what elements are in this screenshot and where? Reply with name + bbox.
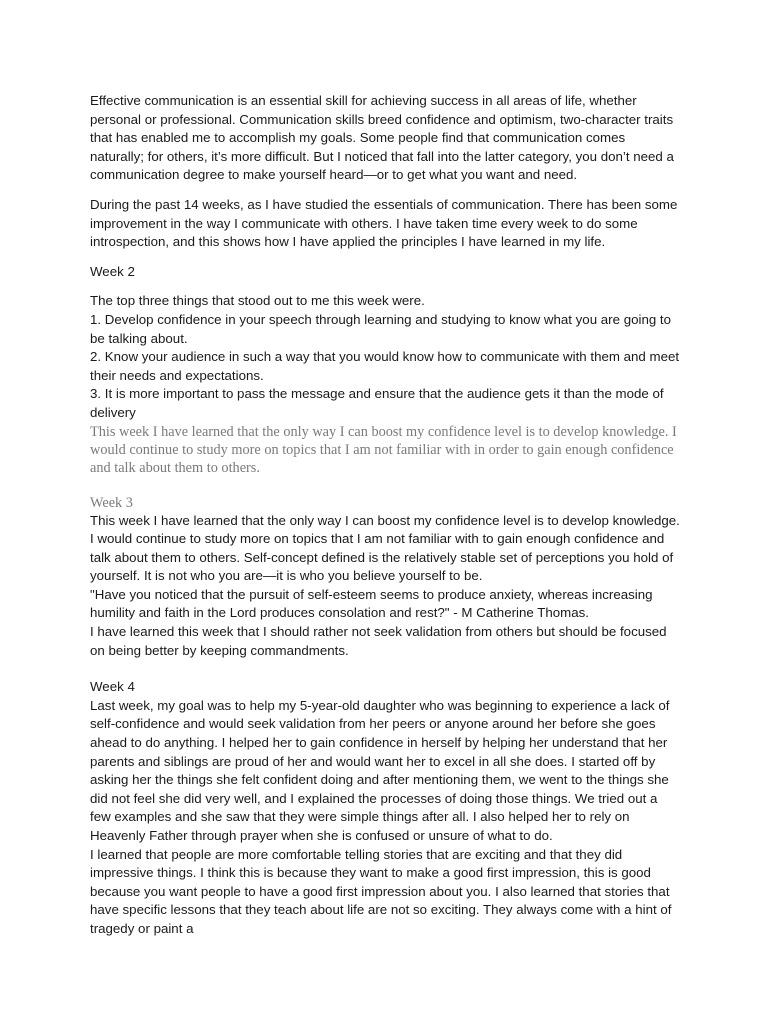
week-2-heading: Week 2	[90, 263, 135, 279]
week-3-body: This week I have learned that the only way I can boost my confidence level is to develop knowledge. I would continue to study more on topics that I am not familiar with to gain enough confidence and talk about them to others. Self-concept defined is the relatively stable set of perceptions you hold of yourself. It is not who you are—it is who you believe yourself to be.	[90, 512, 680, 584]
intro-paragraph: Effective communication is an essential skill for achieving success in all areas of life, whether personal or professional. Communication skills breed confidence and optimism, two-character traits that has enabled me to accomplish my goals. Some people find that communication comes naturally; for others, it’s more difficult. But I noticed that fall into the latter category, you don’t need a communication degree to make yourself heard—or to get what you want and need.	[90, 93, 674, 183]
week-3-reflection: I have learned this week that I should rather not seek validation from others but should be focused on being better by keeping commandments.	[90, 624, 667, 658]
week-2-item-3: 3. It is more important to pass the message and ensure that the audience gets it than the mode of delivery	[90, 386, 664, 420]
week-3-quote: "Have you noticed that the pursuit of self-esteem seems to produce anxiety, whereas increasing humility and faith in the Lord produces consolation and rest?" - M Catherine Thomas.	[90, 586, 653, 621]
week-4-heading: Week 4	[90, 679, 135, 695]
week-2-item-2: 2. Know your audience in such a way that you would know how to communicate with them and meet their needs and expectations.	[90, 349, 680, 383]
overview-paragraph: During the past 14 weeks, as I have studied the essentials of communication. There has been some improvement in the way I communicate with others. I have taken time every week to do some introspection, and this shows how I have applied the principles I have learned in my life.	[90, 196, 678, 250]
week-4-body: Last week, my goal was to help my 5-year-old daughter who was beginning to experience a lack of self-confidence and would seek validation from her peers or anyone around her before she goes ahead to do anything. I helped her to gain confidence in herself by helping her understand that her parents and siblings are proud of her and would want her to excel in all she does. I started off by asking her the things she felt confident doing and after mentioning them, we went to the things she did not feel she did very well, and I explained the processes of doing those things. We tried out a few examples and she saw that they were simple things after all. I also helped her to rely on Heavenly Father through prayer when she is confused or unsure of what to do.	[90, 697, 670, 843]
week-2-serif-note: This week I have learned that the only way I can boost my confidence level is to develop knowledge. I would continue to study more on topics that I am not familiar with in order to gain enough confidence and talk about them to others.	[90, 423, 677, 476]
week-4-stories: I learned that people are more comfortable telling stories that are exciting and that they did impressive things. I think this is because they want to make a good first impression, this is good because you want people to have a good first impression about you. I also learned that stories that have specific lessons that they teach about life are not so exciting. They always come with a hint of tragedy or paint a	[90, 846, 672, 936]
week-2-lead: The top three things that stood out to me this week were.	[90, 293, 425, 309]
week-3-heading: Week 3	[90, 494, 133, 511]
week-2-item-1: 1. Develop confidence in your speech through learning and studying to know what you are going to be talking about.	[90, 311, 672, 346]
